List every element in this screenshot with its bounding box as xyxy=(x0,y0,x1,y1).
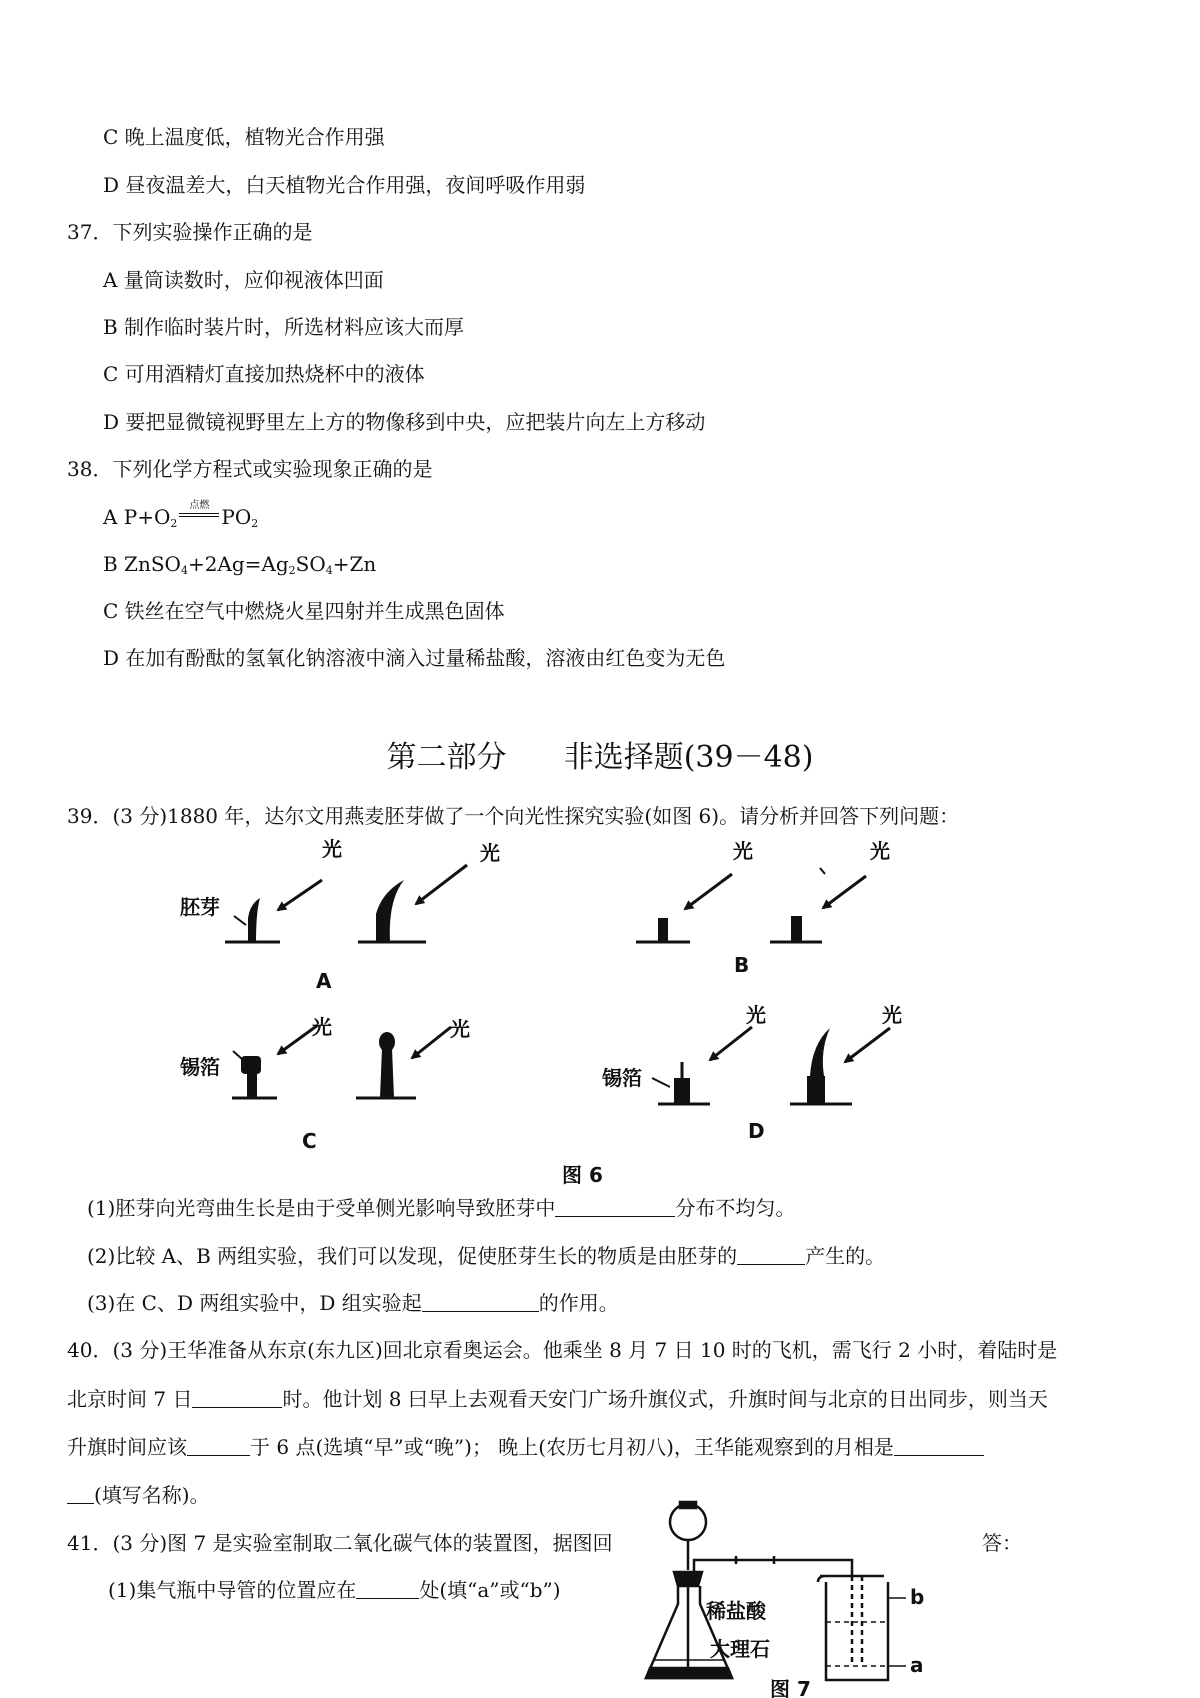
answer-blank[interactable] xyxy=(356,1580,419,1599)
answer-blank[interactable] xyxy=(422,1293,539,1312)
q36-option-c: C 晚上温度低，植物光合作用强 xyxy=(103,125,385,149)
bud-label: 胚芽 xyxy=(180,895,220,919)
q37-option-d: D 要把显微镜视野里左上方的物像移到中央，应把装片向左上方移动 xyxy=(103,410,706,434)
figure-6-caption: 图 6 xyxy=(562,1163,603,1187)
light-label-d1: 光 xyxy=(746,1003,766,1027)
q40-line-4: (填写名称)。 xyxy=(67,1482,210,1508)
figure-7-caption: 图 7 xyxy=(770,1677,811,1698)
q38-option-a: A $P+O_2$ 点燃 $PO_2$ xyxy=(103,500,259,530)
q39-part-2: (2)比较 A、B 两组实验，我们可以发现，促使胚芽生长的物质是由胚芽的 产生的。 xyxy=(87,1244,886,1268)
light-label-c2: 光 xyxy=(450,1017,470,1041)
foil-label-c: 锡箔 xyxy=(180,1055,220,1079)
answer-blank[interactable] xyxy=(894,1437,984,1456)
group-d-label: D xyxy=(748,1119,765,1143)
q37-option-a: A 量筒读数时，应仰视液体凹面 xyxy=(103,268,384,292)
q38-option-c: C 铁丝在空气中燃烧火星四射并生成黑色固体 xyxy=(103,599,505,623)
section-title: 第二部分 非选择题(39－48) xyxy=(386,740,814,775)
mark-b-label: b xyxy=(910,1585,925,1609)
q41-stem-end: 答： xyxy=(982,1531,1022,1555)
q40-line-3: 升旗时间应该 于 6 点(选填“早”或“晚”)； 晚上(农历七月初八)，王华能观察到的月相是 xyxy=(67,1434,984,1460)
figure-7-co2-apparatus xyxy=(640,1500,960,1698)
answer-blank[interactable] xyxy=(187,1437,250,1456)
q38-option-b: B $ZnSO_4+2Ag=Ag_2SO_4+Zn$ xyxy=(103,552,377,577)
q38-option-d: D 在加有酚酞的氢氧化钠溶液中滴入过量稀盐酸，溶液由红色变为无色 xyxy=(103,646,726,670)
q37-option-c: C 可用酒精灯直接加热烧杯中的液体 xyxy=(103,362,425,386)
q40-line-2: 北京时间 7 日 时。他计划 8 曰早上去观看天安门广场升旗仪式，升旗时间与北京的日出同步，则当天 xyxy=(67,1387,1048,1411)
q38-stem: 38．下列化学方程式或实验现象正确的是 xyxy=(67,457,433,481)
q41-stem: 41．(3 分)图 7 是实验室制取二氧化碳气体的装置图，据图回 xyxy=(67,1531,613,1555)
acid-label: 稀盐酸 xyxy=(706,1599,766,1623)
answer-blank[interactable] xyxy=(555,1198,675,1217)
mark-a-label: a xyxy=(910,1653,924,1677)
q37-stem: 37．下列实验操作正确的是 xyxy=(67,220,313,244)
q37-option-b: B 制作临时装片时，所选材料应该大而厚 xyxy=(103,315,465,339)
q39-part-3: (3)在 C、D 两组实验中，D 组实验起 的作用。 xyxy=(87,1291,619,1315)
q39-stem: 39．(3 分)1880 年，达尔文用燕麦胚芽做了一个向光性探究实验(如图 6)。请分析并回答下列问题： xyxy=(67,804,960,828)
q36-option-d: D 昼夜温差大，白天植物光合作用强，夜间呼吸作用弱 xyxy=(103,173,586,197)
figure-6-phototropism-diagram xyxy=(180,832,1020,1192)
answer-blank[interactable] xyxy=(67,1485,94,1504)
q40-line-1: 40．(3 分)王华准备从东京(东九区)回北京看奥运会。他乘坐 8 月 7 日 10 时的飞机，需飞行 2 小时，着陆时是 xyxy=(67,1338,1058,1362)
light-label-c1: 光 xyxy=(312,1015,332,1039)
marble-label: 大理石 xyxy=(710,1637,770,1661)
reaction-condition: 点燃 xyxy=(189,500,210,511)
light-label-a1: 光 xyxy=(322,837,342,861)
reaction-condition-arrow xyxy=(177,500,221,526)
light-label-b2: 光 xyxy=(870,839,890,863)
foil-label-d: 锡箔 xyxy=(602,1066,642,1090)
q39-part-1: (1)胚芽向光弯曲生长是由于受单侧光影响导致胚芽中 分布不均匀。 xyxy=(87,1196,796,1220)
q41-part-1: (1)集气瓶中导管的位置应在 处(填“a”或“b”) xyxy=(108,1578,561,1602)
group-c-label: C xyxy=(302,1129,317,1153)
light-label-b1: 光 xyxy=(733,839,753,863)
group-b-label: B xyxy=(734,953,750,977)
light-label-d2: 光 xyxy=(882,1003,902,1027)
light-label-a2: 光 xyxy=(480,841,500,865)
group-a-label: A xyxy=(316,969,332,993)
answer-blank[interactable] xyxy=(192,1389,282,1408)
answer-blank[interactable] xyxy=(737,1246,805,1265)
